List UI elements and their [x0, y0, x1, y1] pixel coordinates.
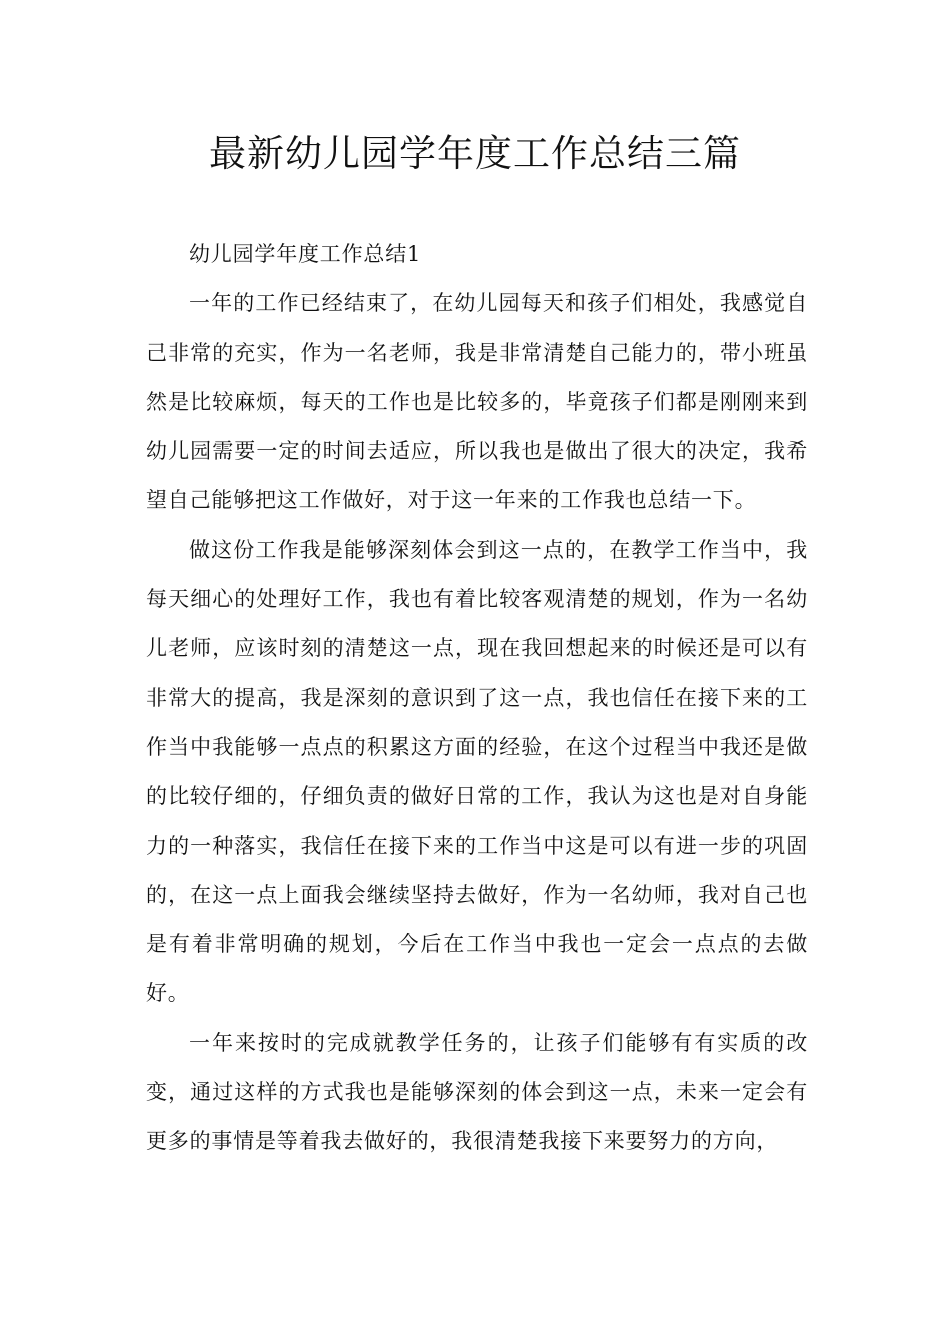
- document-body: [146, 230, 808, 1167]
- paragraph-3: 一年来按时的完成就教学任务的，让孩子们能够有有实质的改变，通过这样的方式我也是能够深刻的体会到这一点，未来一定会有更多的事情是等着我去做好的，我很清楚我接下来要努力的方向，: [146, 1030, 808, 1154]
- paragraph-2: 做这份工作我是能够深刻体会到这一点的，在教学工作当中，我每天细心的处理好工作，我也有着比较客观清楚的规划，作为一名幼儿老师，应该时刻的清楚这一点，现在我回想起来的时候还是可以有非常大的提高，我是深刻的意识到了这一点，我也信任在接下来的工作当中我能够一点点的积累这方面的经验，在这个过程当中我还是做的比较仔细的，仔细负责的做好日常的工作，我认为这也是对自身能力的一种落实，我信任在接下来的工作当中这是可以有进一步的巩固的，在这一点上面我会继续坚持去做好，作为一名幼师，我对自己也是有着非常明确的规划，今后在工作当中我也一定会一点点的去做好。: [146, 537, 808, 1006]
- document-title: 最新幼儿园学年度工作总结三篇: [209, 132, 741, 175]
- paragraph-1: 一年的工作已经结束了，在幼儿园每天和孩子们相处，我感觉自己非常的充实，作为一名老师，我是非常清楚自己能力的，带小班虽然是比较麻烦，每天的工作也是比较多的，毕竟孩子们都是刚刚来到幼儿园需要一定的时间去适应，所以我也是做出了很大的决定，我希望自己能够把这工作做好，对于这一年来的工作我也总结一下。: [146, 291, 808, 513]
- section-heading: 幼儿园学年度工作总结1: [189, 242, 422, 266]
